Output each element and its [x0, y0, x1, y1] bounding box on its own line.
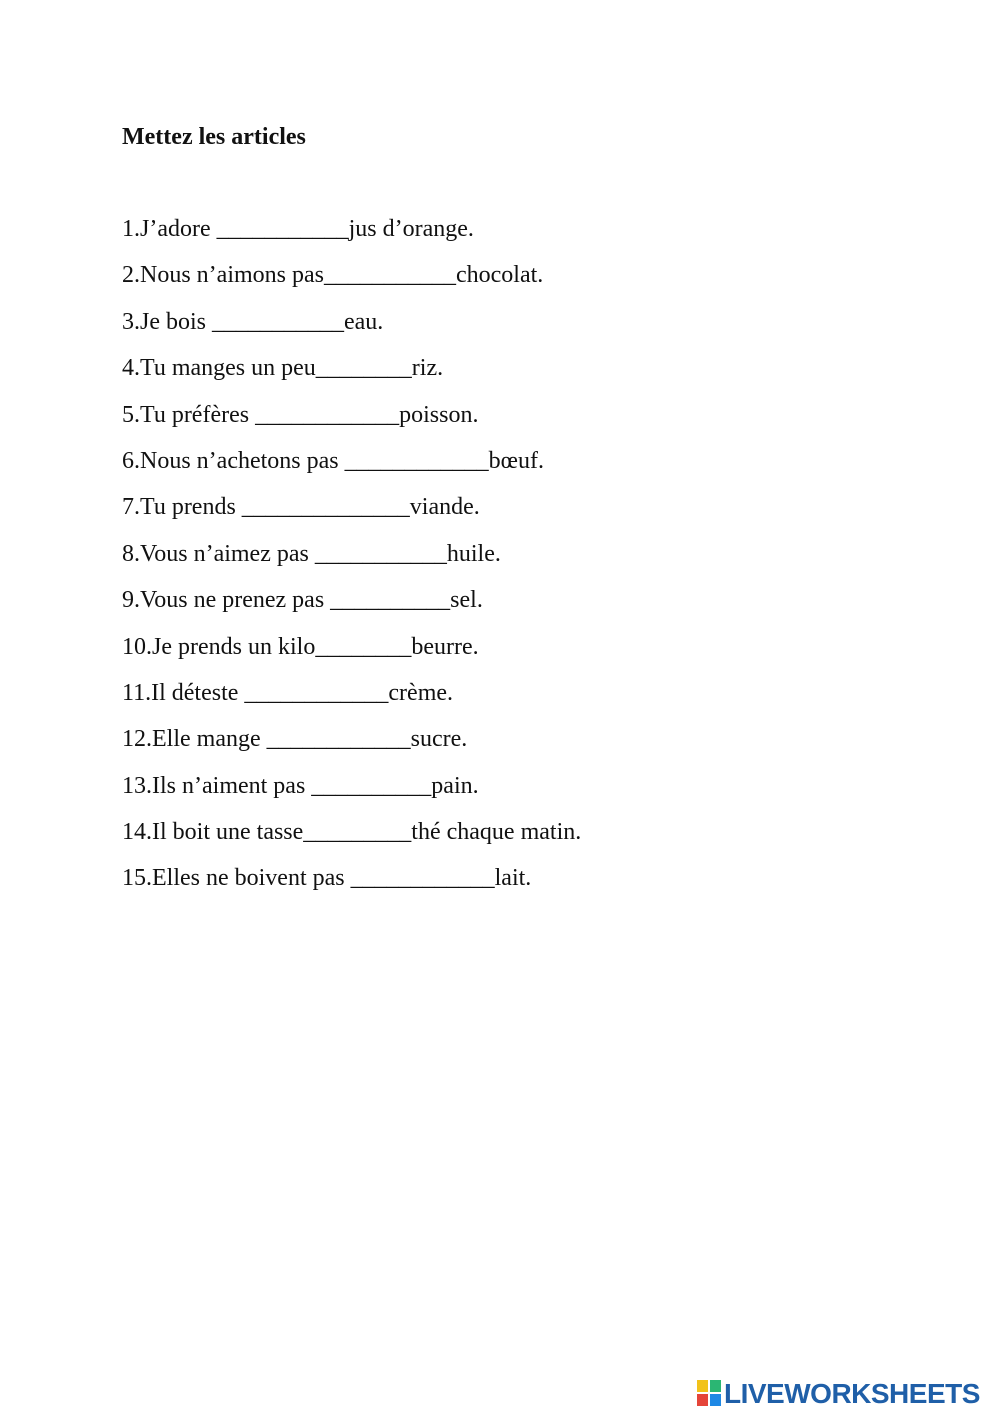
exercise-text: 10.Je prends un kilo________beurre. — [122, 633, 479, 660]
exercise-item-10 — [122, 632, 882, 678]
exercise-text: 15.Elles ne boivent pas ____________lait. — [122, 865, 532, 892]
exercise-item-4 — [122, 353, 882, 399]
exercise-text: 13.Ils n’aiment pas __________pain. — [122, 772, 479, 799]
exercise-item-7 — [122, 492, 882, 538]
logo-text: LIVEWORKSHEETS — [724, 1378, 980, 1409]
exercise-item-3 — [122, 307, 882, 353]
exercise-text: 3.Je bois ___________eau. — [122, 308, 384, 335]
exercise-item-9 — [122, 585, 882, 631]
exercise-item-2 — [122, 260, 882, 306]
exercise-item-11 — [122, 678, 882, 724]
exercise-text: 7.Tu prends ______________viande. — [122, 494, 480, 521]
exercise-item-1 — [122, 214, 882, 260]
exercise-item-15 — [122, 863, 882, 909]
exercise-list — [122, 214, 882, 910]
exercise-item-6 — [122, 446, 882, 492]
exercise-item-13 — [122, 771, 882, 817]
exercise-text: 12.Elle mange ____________sucre. — [122, 726, 468, 753]
exercise-text: 6.Nous n’achetons pas ____________bœuf. — [122, 447, 544, 474]
exercise-text: 1.J’adore ___________jus d’orange. — [122, 216, 474, 242]
exercise-item-14 — [122, 817, 882, 863]
exercise-text: 5.Tu préfères ____________poisson. — [122, 401, 479, 428]
exercise-text: 11.Il déteste ____________crème. — [122, 679, 454, 706]
exercise-text: 4.Tu manges un peu________riz. — [122, 355, 444, 382]
exercise-item-8 — [122, 539, 882, 585]
exercise-text: 9.Vous ne prenez pas __________sel. — [122, 587, 483, 614]
exercise-text: 14.Il boit une tasse_________thé chaque matin. — [122, 819, 582, 846]
liveworksheets-logo-icon — [697, 1380, 721, 1406]
exercise-text: 2.Nous n’aimons pas___________chocolat. — [122, 262, 544, 289]
liveworksheets-logo — [697, 1378, 995, 1412]
exercise-item-5 — [122, 400, 882, 446]
worksheet-title: Mettez les articles — [122, 124, 306, 150]
exercise-text: 8.Vous n’aimez pas ___________huile. — [122, 540, 501, 567]
exercise-item-12 — [122, 724, 882, 770]
